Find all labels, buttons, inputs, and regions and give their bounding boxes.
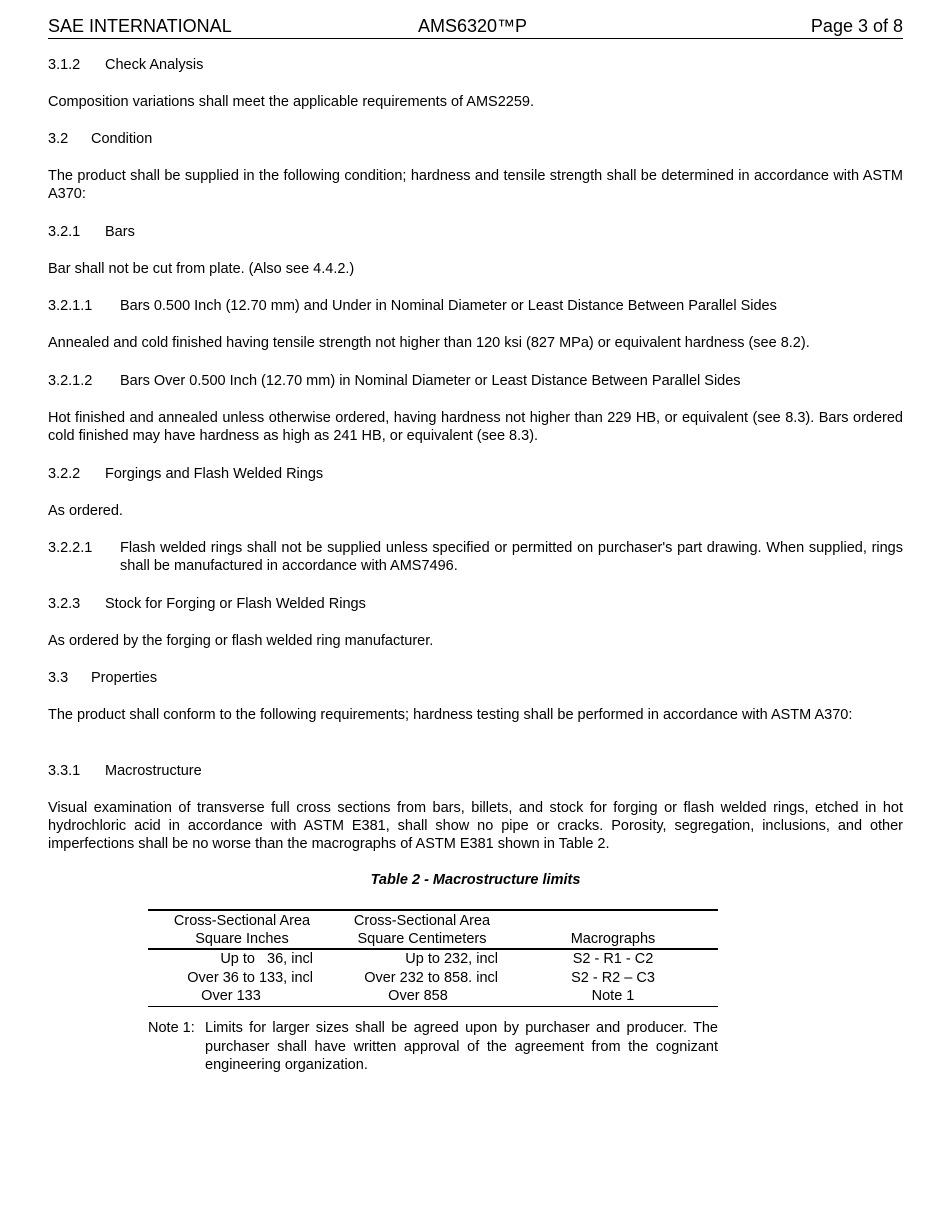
header-cell-sq-cm — [336, 910, 508, 949]
table-row — [148, 969, 718, 988]
table-note — [148, 1019, 718, 1075]
section-title: Bars 0.500 Inch (12.70 mm) and Under in Nominal Diameter or Least Distance Between Parallel Sides — [120, 298, 777, 314]
table-caption: Table 2 - Macrostructure limits — [370, 872, 581, 888]
table-cell: Over 36 to 133, incl — [187, 969, 313, 986]
section-title: Stock for Forging or Flash Welded Rings — [105, 596, 366, 612]
para-3-2-1-2: Hot finished and annealed unless otherwise ordered, having hardness not higher than 229 HB, or equivalent (see 8.3). Bars ordered cold finished may have hardness as high as 241 HB, or equivalent (see 8.3). — [48, 410, 903, 444]
section-title: Bars — [105, 224, 135, 240]
para-3-2-2-1 — [48, 539, 903, 575]
header-line: Macrographs — [570, 931, 656, 947]
section-number: 3.2.1.2 — [48, 373, 93, 389]
table-cell: Up to 36, incl — [220, 951, 313, 967]
heading-3-2 — [48, 130, 903, 148]
heading-3-3-1 — [48, 762, 903, 780]
header-line: Square Centimeters — [357, 931, 487, 947]
para-3-2-3: As ordered by the forging or flash welded ring manufacturer. — [48, 633, 434, 649]
section-title: Bars Over 0.500 Inch (12.70 mm) in Nominal Diameter or Least Distance Between Parallel Sides — [120, 373, 741, 389]
section-title: Condition — [91, 131, 153, 147]
para-3-2-1: Bar shall not be cut from plate. (Also see 4.4.2.) — [48, 261, 355, 277]
section-number: 3.2.1.1 — [48, 298, 93, 314]
table-row — [148, 987, 718, 1006]
header-line: Cross-Sectional Area — [173, 913, 311, 929]
header-cell-macrographs — [508, 910, 718, 949]
section-number: 3.2.1 — [48, 224, 81, 240]
para-3-3-1: Visual examination of transverse full cross sections from bars, billets, and stock for forging or flash welded rings, etched in hot hydrochloric acid in accordance with ASTM E381, shall show no pipe or cracks. Porosity, segregation, inclusions, and other imperfections shall be no worse than the macrographs of ASTM E381 shown in Table 2. — [48, 800, 903, 852]
section-number: 3.2 — [48, 131, 69, 147]
section-title: Forgings and Flash Welded Rings — [105, 466, 324, 482]
heading-3-1-2 — [48, 56, 903, 74]
para-3-3: The product shall conform to the following requirements; hardness testing shall be performed in accordance with ASTM A370: — [48, 707, 853, 723]
table-cell: Up to 232, incl — [405, 951, 498, 967]
header-doc-number: AMS6320™P — [418, 16, 528, 36]
table-row — [148, 949, 718, 969]
section-title: Check Analysis — [105, 57, 204, 73]
para-3-1-2: Composition variations shall meet the applicable requirements of AMS2259. — [48, 94, 535, 110]
heading-3-3 — [48, 669, 903, 687]
table-cell: Over 232 to 858. incl — [364, 969, 498, 986]
para-3-2-2: As ordered. — [48, 503, 123, 519]
header-org: SAE INTERNATIONAL — [48, 16, 232, 36]
header-line: Cross-Sectional Area — [353, 913, 491, 929]
table-cell: Over 858 — [388, 988, 448, 1004]
section-number: 3.2.2.1 — [48, 540, 93, 556]
section-title: Properties — [91, 670, 158, 686]
table-cell: S2 - R2 – C3 — [571, 969, 655, 986]
table-header-row — [148, 910, 718, 949]
table-cell: S2 - R1 - C2 — [572, 951, 654, 967]
note-label: Note 1: — [148, 1020, 195, 1036]
header-cell-sq-inches — [148, 910, 336, 949]
section-title: Macrostructure — [105, 763, 202, 779]
heading-3-2-2 — [48, 465, 903, 483]
note-text: Limits for larger sizes shall be agreed upon by purchaser and producer. The purchaser shall have written approval of the agreement from the cognizant engineering organization. — [205, 1020, 718, 1073]
heading-3-2-1-2 — [48, 372, 903, 390]
section-number: 3.1.2 — [48, 57, 81, 73]
heading-3-2-3 — [48, 595, 903, 613]
heading-3-2-1 — [48, 223, 903, 241]
table-cell: Note 1 — [591, 988, 635, 1004]
heading-3-2-1-1 — [48, 297, 903, 315]
macrostructure-table — [148, 909, 718, 1007]
section-number: 3.2.2 — [48, 466, 81, 482]
section-number: 3.3 — [48, 670, 69, 686]
section-text: Flash welded rings shall not be supplied unless specified or permitted on purchaser's part drawing. When supplied, rings shall be manufactured in accordance with AMS7496. — [120, 540, 903, 574]
page-header-area — [48, 14, 903, 39]
table-cell: Over 133 — [201, 988, 261, 1004]
para-3-2-1-1: Annealed and cold finished having tensile strength not higher than 120 ksi (827 MPa) or equivalent hardness (see 8.2). — [48, 335, 810, 351]
section-number: 3.2.3 — [48, 596, 81, 612]
header-page-number: Page 3 of 8 — [810, 16, 903, 36]
page-header — [48, 14, 903, 39]
header-line: Square Inches — [195, 931, 289, 947]
para-3-2: The product shall be supplied in the following condition; hardness and tensile strength shall be determined in accordance with ASTM A370: — [48, 168, 903, 202]
section-number: 3.3.1 — [48, 763, 81, 779]
